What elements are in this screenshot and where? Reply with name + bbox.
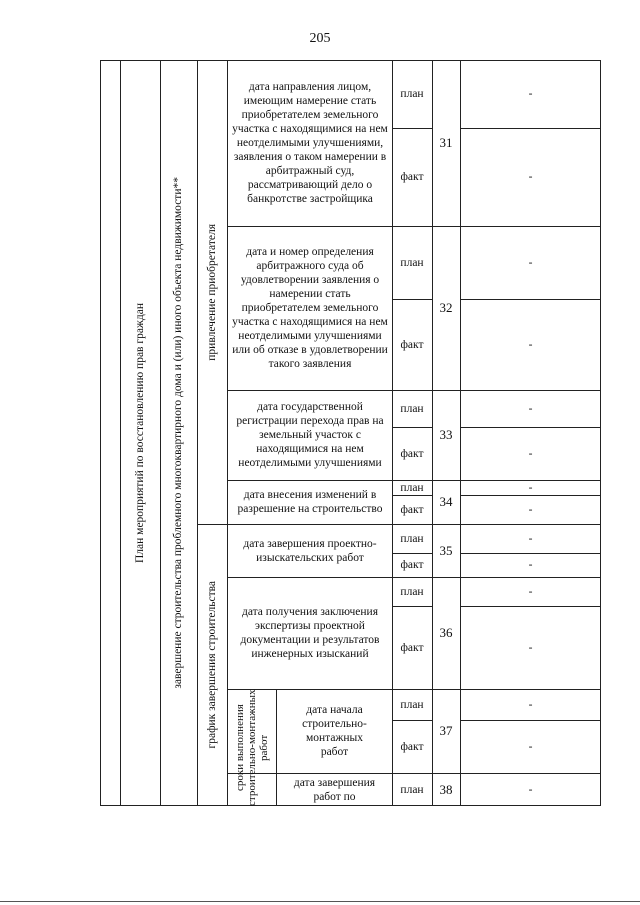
- page-bottom-rule: [0, 901, 640, 902]
- row-34-description: дата внесения изменений в разрешение на строительство: [237, 489, 383, 515]
- row-32-description: дата и номер определения арбитражного суда об удовлетворении заявления о намерении стать приобретателем земельного участка с находящимися на нем неотделимыми улучшениями или об отказе в удовлетворении такого заявления: [232, 246, 388, 370]
- row-32-number: 32: [439, 300, 453, 315]
- row-37-number: 37: [439, 723, 453, 738]
- row-34-number: 34: [439, 494, 453, 509]
- row-38-description: дата завершения работ по: [293, 776, 376, 803]
- row-32-fact-value: -: [528, 338, 533, 351]
- row-33-description: дата государственной регистрации перехода прав на земельный участок с находящимися на нем неотделимыми улучшениями: [236, 401, 384, 469]
- header-plan-title: План мероприятий по восстановлению прав граждан: [133, 302, 146, 563]
- divider: [197, 524, 227, 525]
- row-32-plan-label: план: [400, 256, 424, 269]
- row-31-fact-label: факт: [400, 171, 424, 183]
- row-37-description: дата начала строительно-монтажных работ: [302, 704, 367, 758]
- row-35-plan-label: план: [400, 532, 424, 545]
- header-completion: завершение строительства проблемного многоквартирного дома и (или) иного объекта недвижимости**: [172, 177, 184, 689]
- row-34-plan-value: -: [528, 481, 533, 494]
- row-36-fact-label: факт: [400, 641, 424, 654]
- row-34-fact-value: -: [528, 503, 533, 516]
- row-37-fact-label: факт: [400, 740, 424, 753]
- row-36-description: дата получения заключения экспертизы проектной документации и результатов инженерных изысканий: [240, 606, 380, 660]
- row-31-description: дата направления лицом, имеющим намерение стать приобретателем земельного участка с находящимися на нем неотделимыми улучшениями, заявления о таком намерении в арбитражный суд, рассматривающий дело о банкротстве застройщика: [232, 81, 388, 205]
- row-35-fact-value: -: [528, 559, 533, 571]
- row-36-plan-label: план: [400, 585, 424, 598]
- row-32-plan-value: -: [528, 256, 533, 269]
- row-31-plan-value: -: [528, 88, 533, 100]
- row-38-plan-label: план: [400, 783, 424, 796]
- row-34-plan-label: план: [400, 481, 424, 494]
- row-33-number: 33: [439, 427, 453, 442]
- row-35-number: 35: [439, 542, 453, 558]
- row-36-plan-value: -: [528, 585, 533, 598]
- row-31-plan-label: план: [400, 88, 424, 100]
- header-attract-acquirer: привлечение приобретателя: [205, 223, 218, 361]
- row-37-plan-value: -: [528, 698, 533, 711]
- header-construction-terms: сроки выполнения строительно-монтажных работ: [233, 689, 270, 806]
- row-31-fact-value: -: [528, 171, 533, 183]
- row-37-fact-value: -: [528, 740, 533, 753]
- row-36-fact-value: -: [528, 641, 533, 654]
- header-schedule: график завершения строительства: [205, 581, 218, 749]
- page-number: 205: [309, 31, 331, 46]
- row-35-description: дата завершения проектно-изыскательских работ: [243, 537, 377, 564]
- row-38-plan-value: -: [528, 783, 533, 796]
- row-33-plan-value: -: [528, 402, 533, 415]
- row-35-plan-value: -: [528, 532, 533, 545]
- row-38-number: 38: [439, 781, 453, 797]
- row-32-fact-label: факт: [400, 338, 424, 351]
- row-33-fact-value: -: [528, 447, 533, 460]
- row-33-plan-label: план: [400, 402, 424, 415]
- row-34-fact-label: факт: [400, 503, 424, 516]
- row-35-fact-label: факт: [400, 559, 424, 571]
- row-31-number: 31: [439, 135, 453, 150]
- row-33-fact-label: факт: [400, 447, 424, 460]
- row-36-number: 36: [439, 625, 453, 640]
- row-37-plan-label: план: [400, 698, 424, 711]
